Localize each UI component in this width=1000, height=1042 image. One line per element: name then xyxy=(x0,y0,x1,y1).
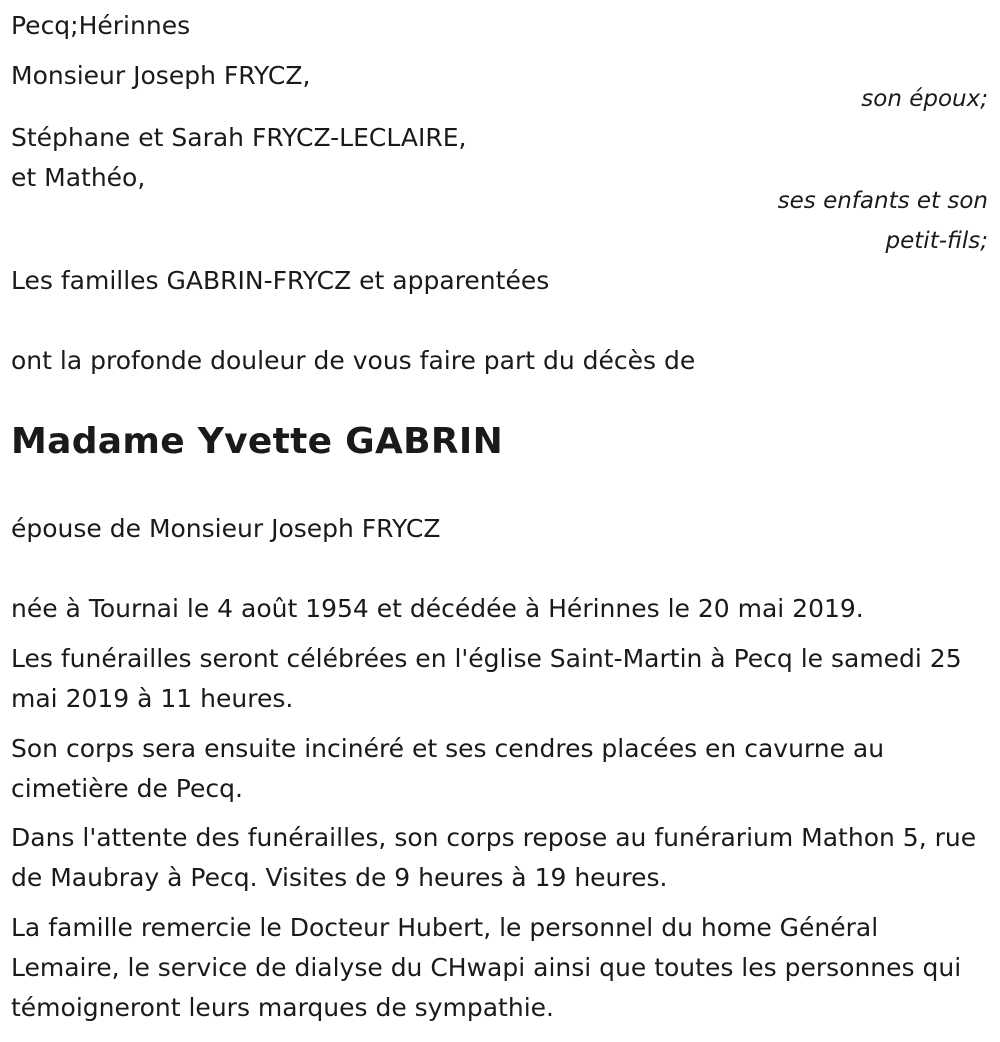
spouse-name: Monsieur Joseph FRYCZ, xyxy=(11,61,311,90)
announcement: ont la profonde douleur de vous faire part du décès de xyxy=(11,346,696,375)
children-line-2: et Mathéo, xyxy=(11,163,146,192)
children-relation-line-2: petit-fils; xyxy=(885,228,988,254)
thanks-paragraph: La famille remercie le Docteur Hubert, le personnel du home Général Lemaire, le service de dialyse du CHwapi ainsi que toutes les personnes qui témoigneront leurs marques de sympathie. xyxy=(11,913,962,1022)
birth-death-paragraph: née à Tournai le 4 août 1954 et décédée à Hérinnes le 20 mai 2019. xyxy=(11,594,864,623)
spouse-relation: son époux; xyxy=(861,86,988,112)
cremation-paragraph: Son corps sera ensuite incinéré et ses cendres placées en cavurne au cimetière de Pecq. xyxy=(11,734,885,803)
spouse-of: épouse de Monsieur Joseph FRYCZ xyxy=(11,514,441,543)
location: Pecq;Hérinnes xyxy=(11,11,191,40)
deceased-name: Madame Yvette GABRIN xyxy=(11,421,504,462)
children-line-1: Stéphane et Sarah FRYCZ-LECLAIRE, xyxy=(11,123,467,152)
funerarium-paragraph: Dans l'attente des funérailles, son corps repose au funérarium Mathon 5, rue de Maubray à Pecq. Visites de 9 heures à 19 heures. xyxy=(11,823,977,892)
children-relation-line-1: ses enfants et son xyxy=(777,188,988,214)
funeral-paragraph: Les funérailles seront célébrées en l'église Saint-Martin à Pecq le samedi 25 mai 2019 à 11 heures. xyxy=(11,644,962,713)
families: Les familles GABRIN-FRYCZ et apparentées xyxy=(11,266,550,295)
